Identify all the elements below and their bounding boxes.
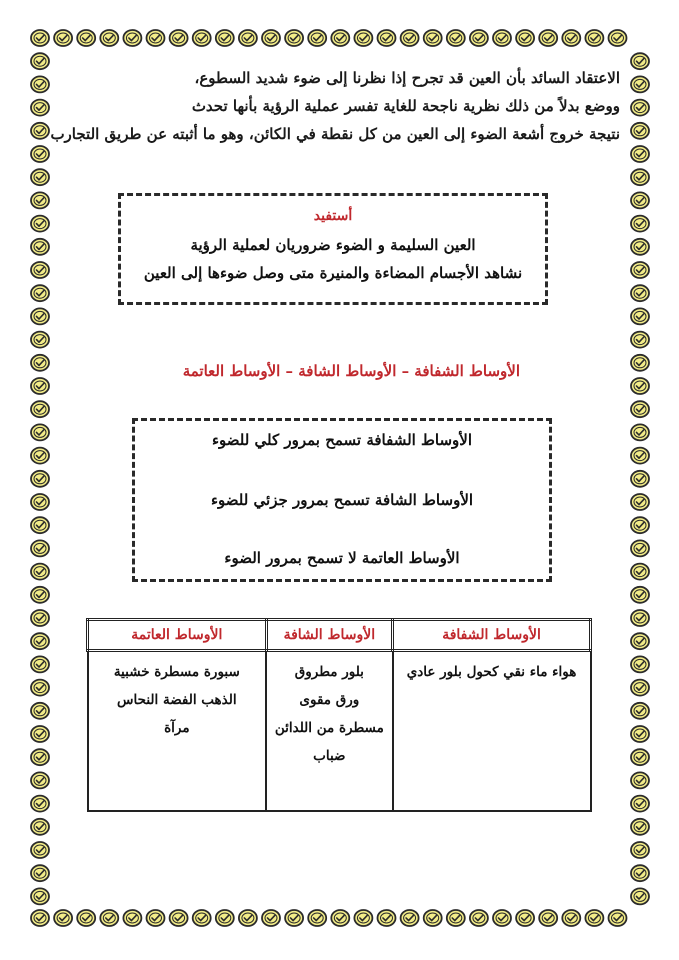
cell-transparent-examples <box>393 651 591 812</box>
example-item: مرآة <box>164 720 190 736</box>
example-item: مسطرة من اللدائن <box>274 720 384 736</box>
cell-opaque-examples <box>88 651 267 812</box>
cell-translucent-examples <box>266 651 392 812</box>
takeaway-line: نشاهد الأجسام المضاءة والمنيرة متى وصل ضوءها إلى العين <box>143 264 523 282</box>
header-opaque: الأوساط العاتمة <box>88 620 267 651</box>
table-header-row <box>88 620 591 651</box>
intro-paragraph <box>50 64 620 148</box>
intro-line: نتيجة خروج أشعة الضوء إلى العين من كل نقطة في الكائن، وهو ما أثبته عن طريق التجارب <box>50 125 620 143</box>
media-heading: الأوساط الشفافة – الأوساط الشافة – الأوساط العاتمة <box>182 362 520 380</box>
rule-translucent: الأوساط الشافة تسمح بمرور جزئي للضوء <box>210 491 474 509</box>
media-rules-box <box>132 418 552 582</box>
table-row <box>88 651 591 812</box>
rule-transparent: الأوساط الشفافة تسمح بمرور كلي للضوء <box>211 431 473 449</box>
header-translucent: الأوساط الشافة <box>266 620 392 651</box>
example-item: ورق مقوى <box>299 692 360 708</box>
example-item: ضباب <box>313 748 346 764</box>
example-item: سبورة مسطرة خشبية <box>113 664 240 680</box>
media-examples-table <box>86 618 592 812</box>
example-item: الذهب الفضة النحاس <box>117 692 237 708</box>
rule-opaque: الأوساط العاتمة لا تسمح بمرور الضوء <box>224 549 460 567</box>
takeaway-line: العين السليمة و الضوء ضروريان لعملية الرؤية <box>190 236 476 254</box>
intro-line: ووضع بدلاً من ذلك نظرية ناجحة للغاية تفسر عملية الرؤية بأنها تحدث <box>191 97 620 115</box>
header-transparent: الأوساط الشفافة <box>393 620 591 651</box>
example-item: بلور مطروق <box>294 664 364 680</box>
example-item: هواء ماء نقي كحول بلور عادي <box>406 664 577 680</box>
takeaway-title: أستفيد <box>313 208 353 224</box>
intro-line: الاعتقاد السائد بأن العين قد تجرح إذا نظرنا إلى ضوء شديد السطوع، <box>194 69 620 87</box>
takeaway-box <box>118 193 548 305</box>
